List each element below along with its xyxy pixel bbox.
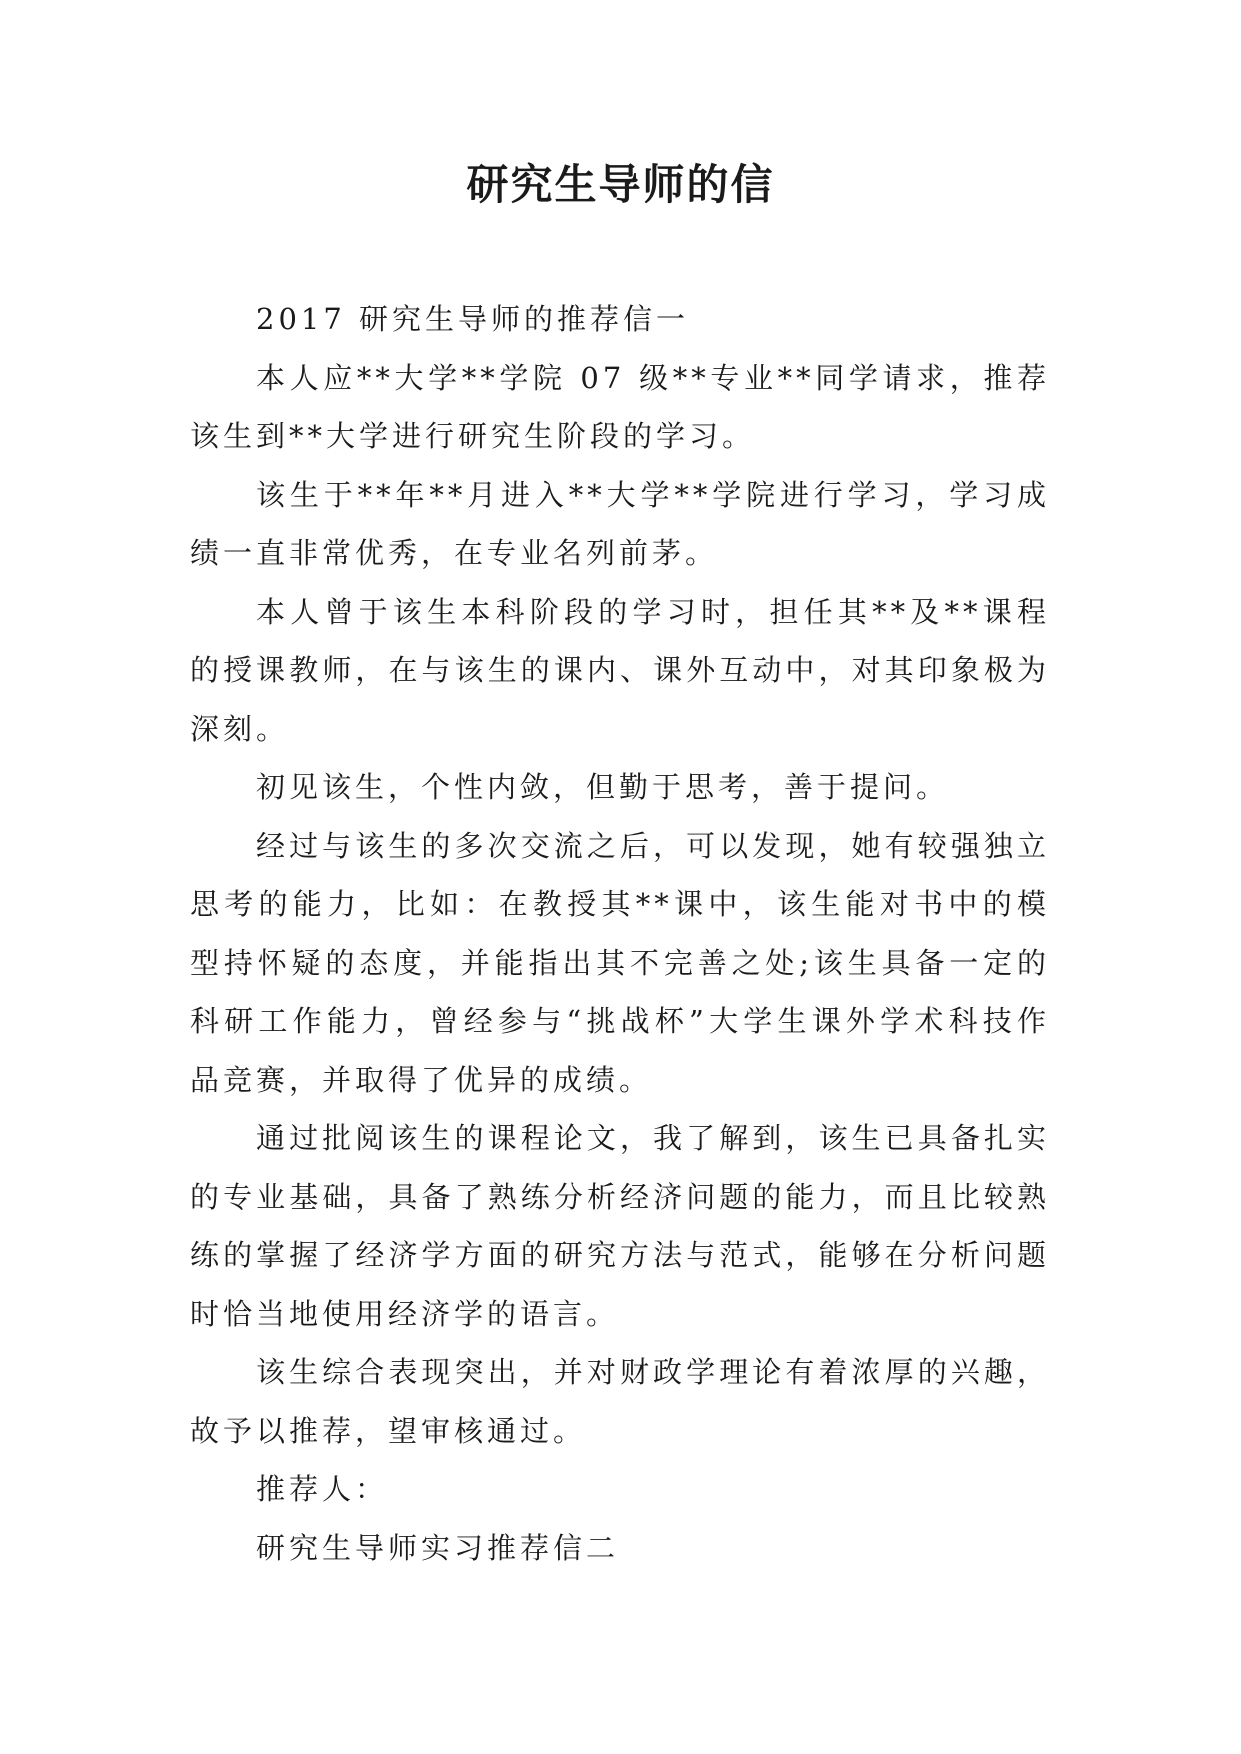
paragraph-teaching-relationship: 本人曾于该生本科阶段的学习时，担任其**及**课程的授课教师，在与该生的课内、课外互动中，对其印象极为深刻。 (190, 594, 1050, 746)
paragraph-recommendation: 该生综合表现突出，并对财政学理论有着浓厚的兴趣，故予以推荐，望审核通过。 (190, 1355, 1050, 1448)
paragraph-request: 本人应**大学**学院 07 级**专业**同学请求，推荐该生到**大学进行研究生阶段的学习。 (190, 360, 1050, 453)
document-body (190, 290, 1050, 1577)
paragraph-recommender: 推荐人： (256, 1472, 389, 1506)
paragraph-enrollment: 该生于**年**月进入**大学**学院进行学习，学习成绩一直非常优秀，在专业名列前茅。 (190, 477, 1050, 570)
paragraph-heading-letter-two: 研究生导师实习推荐信二 (256, 1530, 620, 1565)
paragraph-first-impression: 初见该生，个性内敛，但勤于思考，善于提问。 (256, 770, 950, 804)
paragraph-heading-letter-one: 2017 研究生导师的推荐信一 (256, 302, 690, 336)
document-title: 研究生导师的信 (466, 160, 775, 209)
paragraph-independent-thinking: 经过与该生的多次交流之后，可以发现，她有较强独立思考的能力，比如：在教授其**课中，该生能对书中的模型持怀疑的态度，并能指出其不完善之处;该生具备一定的科研工作能力，曾经参与“挑战杯”大学生课外学术科技作品竞赛，并取得了优异的成绩。 (190, 828, 1050, 1097)
paragraph-course-papers: 通过批阅该生的课程论文，我了解到，该生已具备扎实的专业基础，具备了熟练分析经济问题的能力，而且比较熟练的掌握了经济学方面的研究方法与范式，能够在分析问题时恰当地使用经济学的语言。 (190, 1121, 1050, 1331)
